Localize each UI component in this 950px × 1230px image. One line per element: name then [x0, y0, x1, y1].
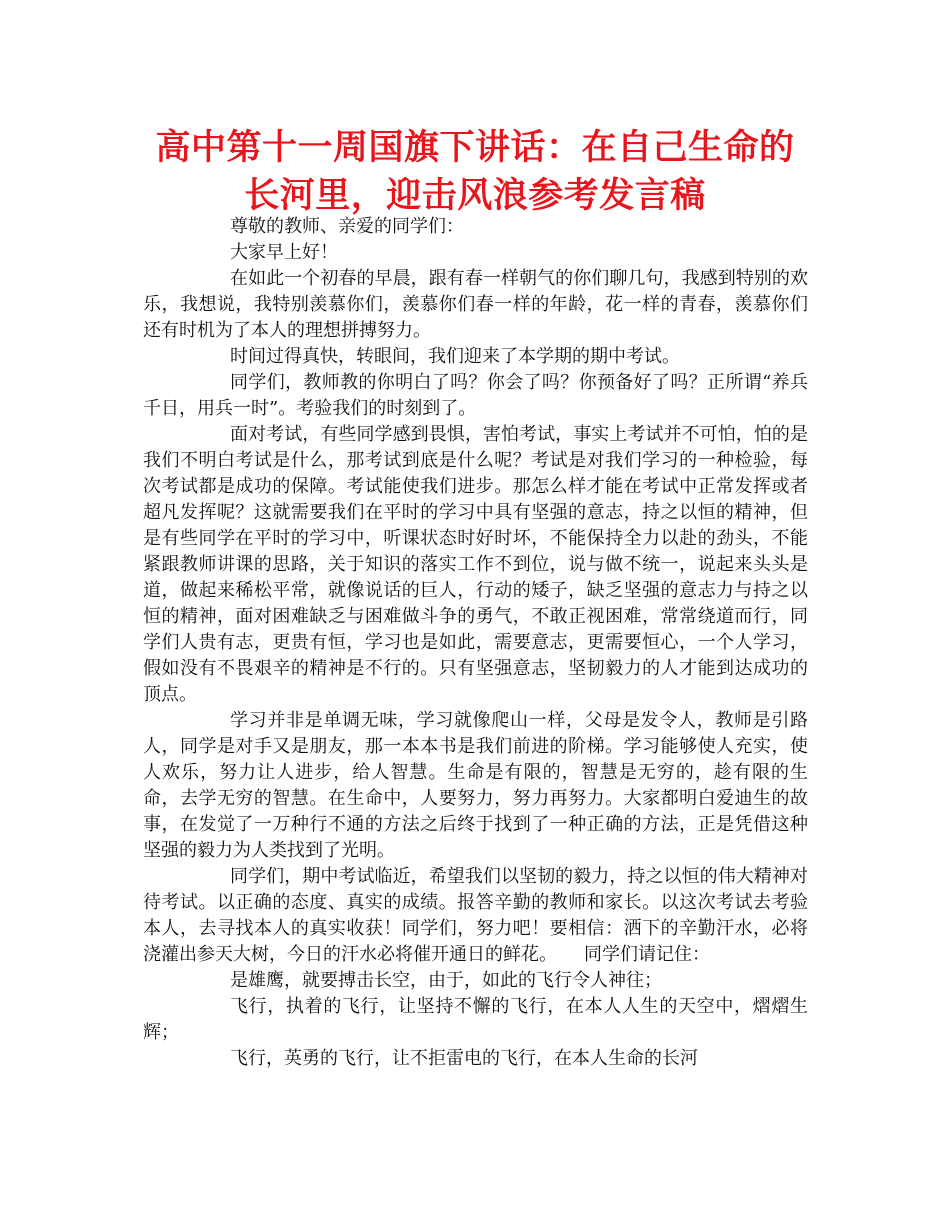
title-line-2: 长河里，迎击风浪参考发言稿	[244, 176, 706, 216]
document-title	[130, 124, 820, 220]
paragraph: 同学们，教师教的你明白了吗？你会了吗？你预备好了吗？正所谓“养兵千日，用兵一时”。考验我们的时刻到了。	[143, 372, 808, 419]
salutation: 尊敬的教师、亲爱的同学们：	[230, 216, 464, 237]
document-body	[143, 214, 808, 1072]
paragraph: 时间过得真快，转眼间，我们迎来了本学期的期中考试。	[230, 346, 680, 367]
title-line-1: 高中第十一周国旗下讲话：在自己生命的	[155, 128, 795, 168]
paragraph: 学习并非是单调无味，学习就像爬山一样，父母是发令人，教师是引路人，同学是对手又是朋友，那一本本书是我们前进的阶梯。学习能够使人充实，使人欢乐，努力让人进步，给人智慧。生命是有限的，智慧是无穷的，趁有限的生命，去学无穷的智慧。在生命中，人要努力，努力再努力。大家都明白爱迪生的故事，在发觉了一万种行不通的方法之后终于找到了一种正确的方法，正是凭借这种坚强的毅力为人类找到了光明。	[143, 710, 808, 861]
paragraph: 同学们，期中考试临近，希望我们以坚韧的毅力，持之以恒的伟大精神对待考试。以正确的态度、真实的成绩。报答辛勤的教师和家长。以这次考试去考验本人，去寻找本人的真实收获！同学们，努力吧！要相信：洒下的辛勤汗水，必将浇灌出参天大树，今日的汗水必将催开通日的鲜花。 同学们请记住：	[143, 866, 808, 965]
greeting: 大家早上好！	[230, 242, 338, 263]
paragraph: 飞行，英勇的飞行，让不拒雷电的飞行，在本人生命的长河	[230, 1048, 698, 1069]
paragraph: 在如此一个初春的早晨，跟有春一样朝气的你们聊几句，我感到特别的欢乐，我想说，我特别羡慕你们，羡慕你们春一样的年龄，花一样的青春，羡慕你们还有时机为了本人的理想拼搏努力。	[143, 268, 808, 341]
paragraph: 是雄鹰，就要搏击长空，由于，如此的飞行令人神往；	[230, 970, 662, 991]
paragraph: 飞行，执着的飞行，让坚持不懈的飞行，在本人人生的天空中，熠熠生辉；	[143, 996, 808, 1043]
paragraph: 面对考试，有些同学感到畏惧，害怕考试，事实上考试并不可怕，怕的是我们不明白考试是什么，那考试到底是什么呢？考试是对我们学习的一种检验，每次考试都是成功的保障。考试能使我们进步。那怎么样才能在考试中正常发挥或者超凡发挥呢？这就需要我们在平时的学习中具有坚强的意志，持之以恒的精神，但是有些同学在平时的学习中，听课状态时好时坏，不能保持全力以赴的劲头，不能紧跟教师讲课的思路，关于知识的落实工作不到位，说与做不统一，说起来头头是道，做起来稀松平常，就像说话的巨人，行动的矮子，缺乏坚强的意志力与持之以恒的精神，面对困难缺乏与困难做斗争的勇气，不敢正视困难，常常绕道而行，同学们人贵有志，更贵有恒，学习也是如此，需要意志，更需要恒心，一个人学习，假如没有不畏艰辛的精神是不行的。只有坚强意志，坚韧毅力的人才能到达成功的顶点。	[143, 424, 808, 705]
